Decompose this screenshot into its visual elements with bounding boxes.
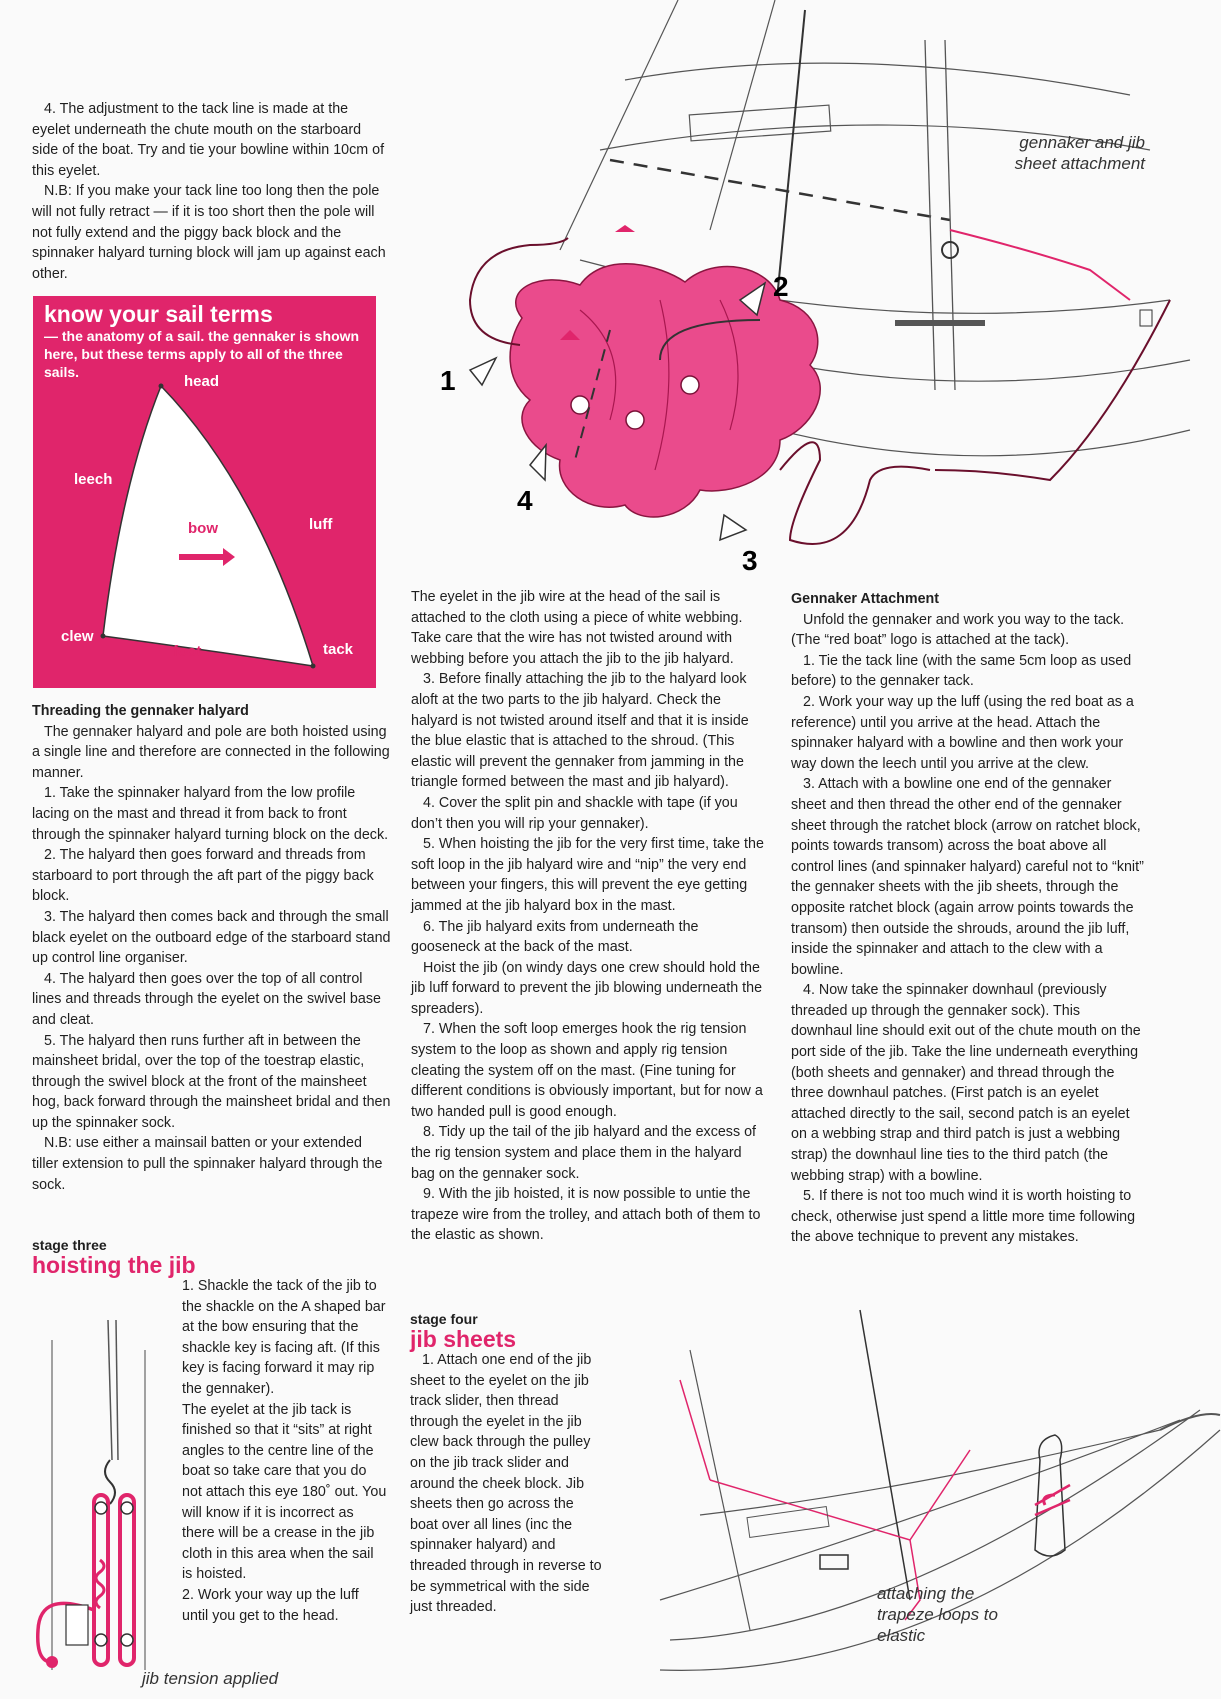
threading-para: N.B: use either a mainsail batten or your extended tiller extension to pull the spinnaker halyard through the sock.	[32, 1135, 383, 1193]
threading-para: The gennaker halyard and pole are both hoisted using a single line and therefore are connected in the following manner.	[32, 723, 390, 781]
middle-para: 7. When the soft loop emerges hook the rig tension system to the loop as shown and apply rig tension cleating the system off on the mast. (Fine tuning for different conditions is obviously important, but for now a two handed pull is good enough.	[411, 1021, 763, 1120]
stage-four-text	[410, 1350, 605, 1618]
stage-three-text	[182, 1276, 387, 1626]
threading-section	[32, 701, 392, 1195]
gennaker-attachment-diagram	[430, 0, 1190, 580]
label-head: head	[184, 373, 220, 390]
threading-para: 1. Take the spinnaker halyard from the low profile lacing on the mast and thread it from back to front through the spinnaker halyard turning block on the deck.	[32, 785, 389, 843]
stage-three-para: 1. Shackle the tack of the jib to the shackle on the A shaped bar at the bow ensuring that the shackle key is facing aft. (If this key is facing forward it may rip the gennaker).	[182, 1278, 386, 1397]
threading-para: 3. The halyard then comes back and through the small black eyelet on the outboard edge of the starboard stand up control line organiser.	[32, 908, 391, 967]
stage-three-para: The eyelet at the jib tack is finished so that it “sits” at right angles to the centre line of the boat so take care that you do not attach this eye 180˚ out. You will know if it is incorrect as there will be a crease in the jib cloth in this area when the sail is hoisted.	[182, 1401, 387, 1583]
gennaker-attachment	[791, 589, 1144, 1248]
label-leech: leech	[74, 471, 113, 488]
threading-para: 2. The halyard then goes forward and threads from starboard to port through the aft part of the piggy back block.	[32, 847, 374, 905]
stage-three-para: 2. Work your way up the luff until you get to the head.	[182, 1586, 359, 1624]
gennaker-para: 3. Attach with a bowline one end of the gennaker sheet and then thread the other end of the gennaker sheet through the ratchet block (arrow on ratchet block, points towards transom) across the boat above all control lines (and spinnaker halyard) careful not to “knit” the gennaker sheets with the jib sheets, through the opposite ratchet block (again arrow points towards the transom) then outside the shrouds, around the jib luff, inside the spinnaker and attach to the clew with a bowline.	[791, 776, 1144, 978]
threading-para: 5. The halyard then runs further aft in between the mainsheet bridal, over the top of the toestrap elastic, through the swivel block at the front of the mainsheet hog, back forward through the mainsheet bridal and then up the spinnaker sock.	[32, 1032, 391, 1131]
gennaker-para: 5. If there is not too much wind it is worth hoisting to check, otherwise just spend a little more time following the above technique to prevent any mistakes.	[791, 1188, 1136, 1246]
label-bow: bow	[188, 520, 218, 537]
jib-tension-illustration	[30, 1310, 180, 1670]
threading-heading: Threading the gennaker halyard	[32, 703, 249, 719]
stage-four-kicker: stage four	[410, 1311, 478, 1327]
label-clew: clew	[61, 628, 94, 645]
label-tack: tack	[323, 641, 354, 658]
stage-three-kicker: stage three	[32, 1237, 107, 1253]
callout-1: 1	[440, 365, 456, 396]
middle-para: 4. Cover the split pin and shackle with tape (if you don’t then you will rip your gennaker).	[411, 794, 738, 832]
middle-para: The eyelet in the jib wire at the head of the sail is attached to the cloth using a piece of white webbing. Take care that the wire has not twisted around with webbing before you attach the jib to the jib halyard.	[411, 589, 743, 667]
middle-para: 6. The jib halyard exits from underneath the gooseneck at the back of the mast.	[411, 918, 699, 956]
sail-terms-subtitle: — the anatomy of a sail. the gennaker is shown here, but these terms apply to all of the three sails.	[44, 328, 360, 380]
middle-para: 9. With the jib hoisted, it is now possible to untie the trapeze wire from the trolley, and attach both of them to the elastic as shown.	[411, 1186, 761, 1244]
gennaker-para: 2. Work your way up the luff (using the red boat as a reference) until you arrive at the head. Attach the spinnaker halyard with a bowline and then work your way down the leech until you arrive at the clew.	[791, 693, 1134, 772]
label-foot: foot	[173, 643, 202, 660]
middle-para: 5. When hoisting the jib for the very first time, take the soft loop in the jib halyard wire and “nip” the very end between your fingers, this will prevent the eye getting jammed at the jib halyard box in the mast.	[411, 836, 764, 914]
tack-note-para: N.B: If you make your tack line too long then the pole will not fully retract — if it is too short then the pole will not fully extend and the piggy back block and the spinnaker halyard turning block will jam up against each other.	[32, 183, 386, 282]
callout-3: 3	[742, 545, 758, 576]
middle-para: 8. Tidy up the tail of the jib halyard and the excess of the rig tension system and place them in the halyard bag on the gennaker sock.	[411, 1124, 757, 1182]
middle-para: Hoist the jib (on windy days one crew should hold the jib luff forward to prevent the jib blowing underneath the spreaders).	[411, 959, 763, 1017]
threading-para: 4. The halyard then goes over the top of all control lines and threads through the eyelet on the swivel base and cleat.	[32, 970, 381, 1028]
label-luff: luff	[309, 516, 333, 533]
gennaker-para: 4. Now take the spinnaker downhaul (previously threaded up through the gennaker sock). This downhaul line should exit out of the chute mouth on the port side of the jib. Take the line underneath everything (both sheets and gennaker) and thread through the three downhaul patches. (First patch is an eyelet attached directly to the sail, second patch is an eyelet on a webbing strap and third patch is just a webbing strap) the downhaul line ties to the third patch (the webbing strap) with a bowline.	[791, 982, 1141, 1184]
gennaker-para: Unfold the gennaker and work you way to the tack. (The “red boat” logo is attached at the tack).	[791, 611, 1125, 649]
top-diagram-caption: gennaker and jib sheet attachment	[1014, 133, 1145, 173]
middle-para: 3. Before finally attaching the jib to the halyard look aloft at the two parts to the jib halyard. Check the halyard is not twisted around itself and that it is inside the blue elastic that is attached to the shroud. (This elastic will prevent the gennaker from jamming in the triangle formed between the mast and jib halyard).	[411, 671, 749, 791]
stage-four-para: 1. Attach one end of the jib sheet to the eyelet on the jib track slider, then thread through the eyelet in the jib clew back through the pulley on the jib track slider and around the cheek block. Jib sheets then go across the boat over all lines (inc the spinnaker halyard) and threaded through in reverse to be symmetrical with the side just threaded.	[410, 1352, 602, 1616]
sail-terms-title: know your sail terms	[44, 301, 273, 327]
middle-column	[411, 587, 769, 1246]
bottom-diagram-caption: attaching the trapeze loops to elastic	[877, 1584, 998, 1645]
stage-four-header	[410, 1311, 516, 1351]
callout-4: 4	[517, 485, 533, 516]
gennaker-para: 1. Tie the tack line (with the same 5cm loop as used before) to the gennaker tack.	[791, 652, 1132, 690]
stage-four-title: jib sheets	[410, 1326, 517, 1352]
tack-note	[32, 99, 390, 284]
stage-three-title: hoisting the jib	[32, 1252, 196, 1278]
sail-terms-box	[33, 296, 376, 688]
stage-three-header	[32, 1237, 196, 1277]
jib-tension-caption: jib tension applied	[142, 1669, 279, 1688]
tack-note-para: 4. The adjustment to the tack line is made at the eyelet underneath the chute mouth on the starboard side of the boat. Try and tie your bowline within 10cm of this eyelet.	[32, 101, 385, 179]
callout-2: 2	[773, 271, 789, 302]
gennaker-heading: Gennaker Attachment	[791, 591, 940, 607]
